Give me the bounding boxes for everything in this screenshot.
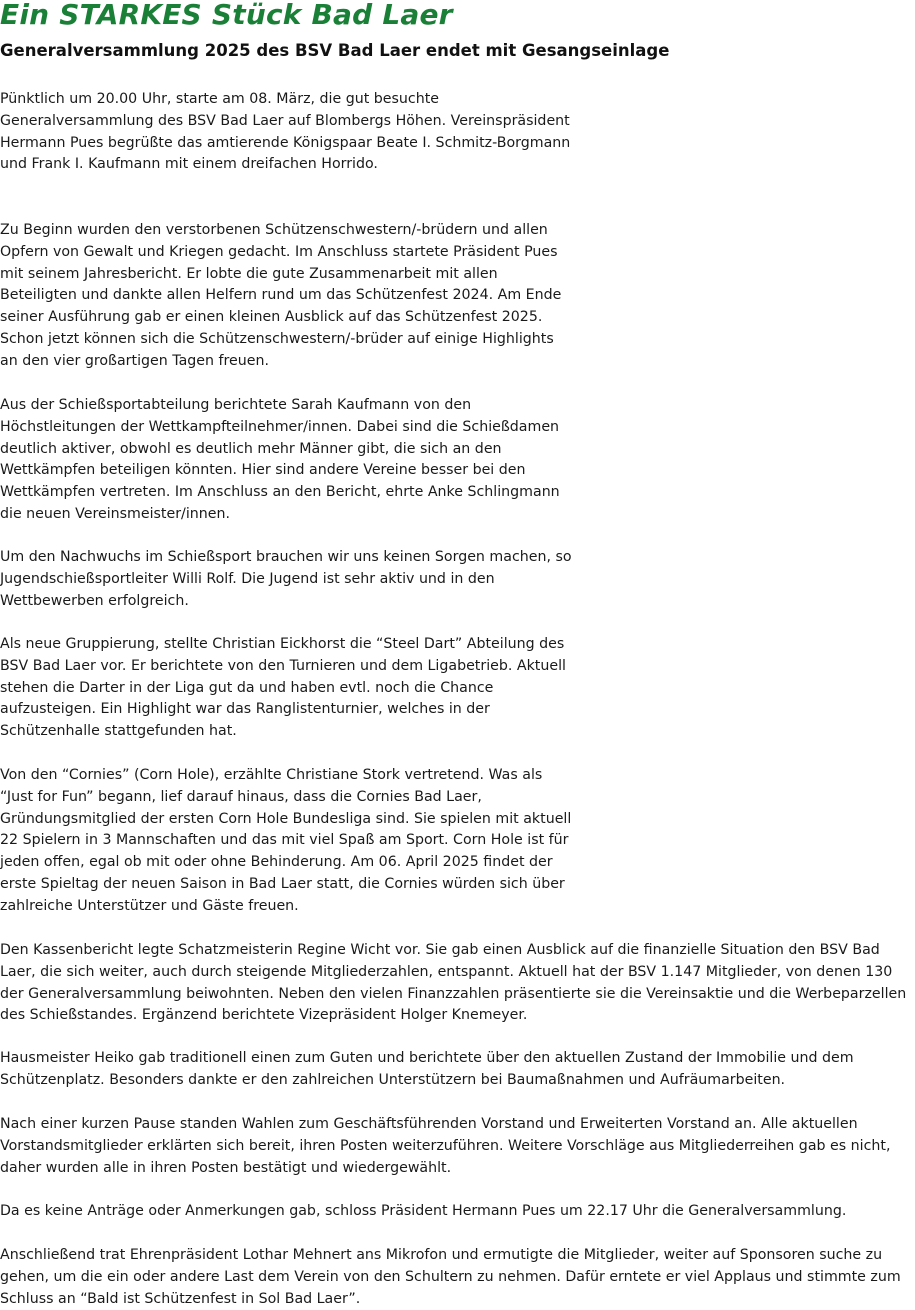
paragraph-elections: Nach einer kurzen Pause standen Wahlen zum Geschäftsführenden Vorstand und Erweiterten Vorstand an. Alle aktuellen Vorstandsmitglieder erklärten sich bereit, ihren Posten weiterzuführen. Weitere Vorschläge aus Mitgliederreihen gab es nicht, daher wurden alle in ihren Posten bestätigt und wiedergewählt. <box>0 1116 891 1176</box>
article-headline: Ein STARKES Stück Bad Laer <box>0 0 453 31</box>
paragraph-cornies: Von den “Cornies” (Corn Hole), erzählte Christiane Stork vertretend. Was als “Just for Fun” begann, lief darauf hinaus, dass die Cornies Bad Laer, Gründungsmitglied der ersten Corn Hole Bundesliga sind. Sie spielen mit aktuell 22 Spielern in 3 Mannschaften und das mit viel Spaß am Sport. Corn Hole ist für jeden offen, egal ob mit oder ohne Behinderung. Am 06. April 2025 findet der erste Spieltag der neuen Saison in Bad Laer statt, die Cornies würden sich über zahlreiche Unterstützer und Gäste freuen. <box>0 767 572 914</box>
paragraph-annual-report: Zu Beginn wurden den verstorbenen Schützenschwestern/-brüdern und allen Opfern von Gewalt und Kriegen gedacht. Im Anschluss startete Präsident Pues mit seinem Jahresbericht. Er lobte die gute Zusammenarbeit mit allen Beteiligten und dankte allen Helfern rund um das Schützenfest 2024. Am Ende seiner Ausführung gab er einen kleinen Ausblick auf das Schützenfest 2025. Schon jetzt können sich die Schützenschwestern/-brüder auf einige Highlights an den vier großartigen Tagen freuen. <box>0 222 562 369</box>
paragraph-youth: Um den Nachwuchs im Schießsport brauchen wir uns keinen Sorgen machen, so Jugendschießsportleiter Willi Rolf. Die Jugend ist sehr aktiv und in den Wettbewerben erfolgreich. <box>0 549 572 609</box>
paragraph-honorary-president: Anschließend trat Ehrenpräsident Lothar Mehnert ans Mikrofon und ermutigte die Mitglieder, weiter auf Sponsoren suche zu gehen, um die ein oder andere Last dem Verein von den Schultern zu nehmen. Dafür erntete er viel Applaus und stimmte zum Schluss an “Bald ist Schützenfest in Sol Bad Laer”. <box>0 1247 901 1307</box>
paragraph-closing: Da es keine Anträge oder Anmerkungen gab, schloss Präsident Hermann Pues um 22.17 Uhr die Generalversammlung. <box>0 1203 847 1219</box>
article-subheadline: Generalversammlung 2025 des BSV Bad Laer endet mit Gesangseinlage <box>0 41 670 60</box>
paragraph-shooting-sports: Aus der Schießsportabteilung berichtete Sarah Kaufmann von den Höchstleitungen der Wettkampfteilnehmer/innen. Dabei sind die Schießdamen deutlich aktiver, obwohl es deutlich mehr Männer gibt, die sich an den Wettkämpfen beteiligen könnten. Hier sind andere Vereine besser bei den Wettkämpfen vertreten. Im Anschluss an den Bericht, ehrte Anke Schlingmann die neuen Vereinsmeister/innen. <box>0 397 560 522</box>
paragraph-treasurer: Den Kassenbericht legte Schatzmeisterin Regine Wicht vor. Sie gab einen Ausblick auf die finanzielle Situation den BSV Bad Laer, die sich weiter, auch durch steigende Mitgliederzahlen, entspannt. Aktuell hat der BSV 1.147 Mitglieder, von denen 130 der Generalversammlung beiwohnten. Neben den vielen Finanzzahlen präsentierte sie die Vereinsaktie und die Werbeparzellen des Schießstandes. Ergänzend berichtete Vizepräsident Holger Knemeyer. <box>0 942 907 1024</box>
paragraph-steel-dart: Als neue Gruppierung, stellte Christian Eickhorst die “Steel Dart” Abteilung des BSV Bad Laer vor. Er berichtete von den Turnieren und dem Ligabetrieb. Aktuell stehen die Darter in der Liga gut da und haben evtl. noch die Chance aufzusteigen. Ein Highlight war das Ranglistenturnier, welches in der Schützenhalle stattgefunden hat. <box>0 636 566 740</box>
paragraph-caretaker: Hausmeister Heiko gab traditionell einen zum Guten und berichtete über den aktuellen Zustand der Immobilie und dem Schützenplatz. Besonders dankte er den zahlreichen Unterstützern bei Baumaßnahmen und Aufräumarbeiten. <box>0 1050 854 1088</box>
paragraph-opening: Pünktlich um 20.00 Uhr, starte am 08. März, die gut besuchte Generalversammlung des BSV Bad Laer auf Blombergs Höhen. Vereinspräsident Hermann Pues begrüßte das amtierende Königspaar Beate I. Schmitz-Borgmann und Frank I. Kaufmann mit einem dreifachen Horrido. <box>0 91 571 173</box>
